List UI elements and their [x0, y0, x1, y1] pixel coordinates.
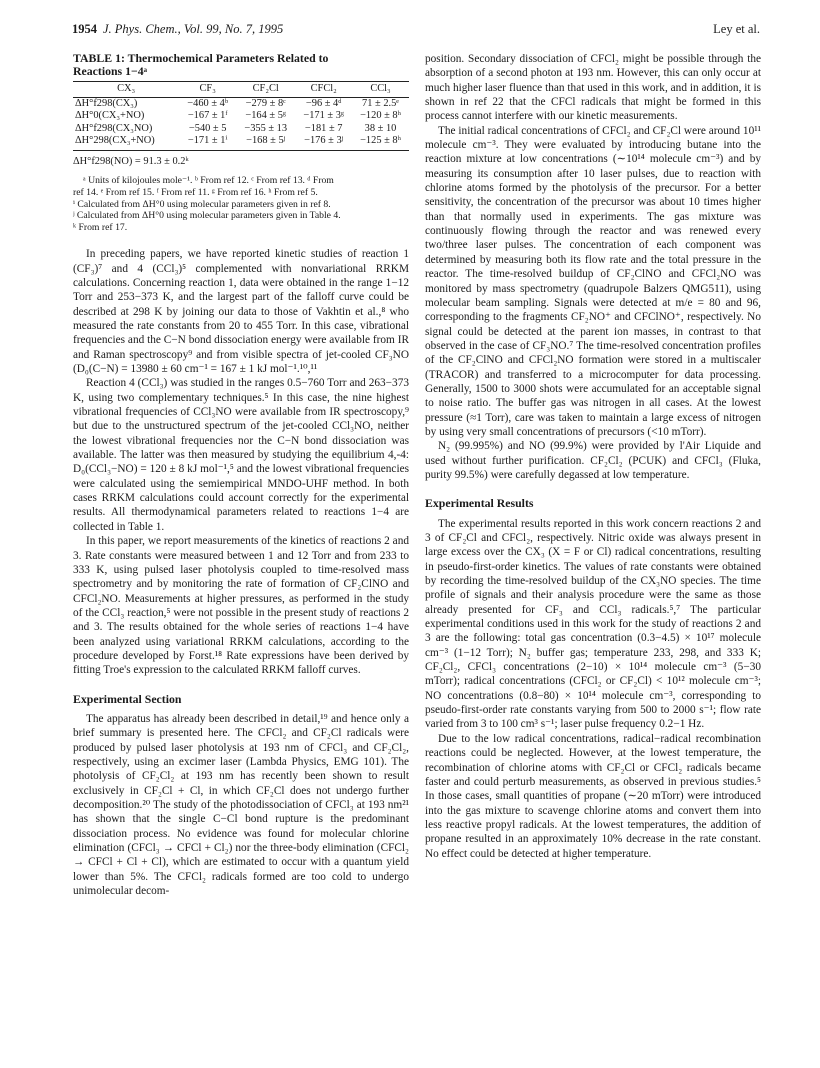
- row-label: ΔH°f298(CX₃): [75, 97, 138, 109]
- body-paragraph: The initial radical concentrations of CFCl₂ and CF₂Cl were around 10¹¹ molecule cm⁻³. They were evaluated by introducing butane into the reaction mixture at low concentrations (∼10¹⁴ molecule cm⁻³) and by measuring its consumption after 10 laser pulses, due to reaction with chlorine atoms formed by the photolysis of the precursor. For a better sensitivity, the concentration of the precursor was about 10 times higher than that normally used in experiments. The gas mixture was continuously flowing through the reactor and was renewed every two/three laser pulses. The concentration of each component was determined by measuring both its flow rate and the total pressure in the reactor. The time-resolved buildup of CF₂ClNO and CFCl₂NO was monitored by mass spectrometry (quadrupole Balzers QMG511), using molecular beam sampling. Signals were detected at m/e = 80 and 96, corresponding to the fragments CF₂NO⁺ and CFClNO⁺, respectively. No signal could be detected at the parent ion masses, in contrast to that observed in the case of CF₃NO.⁷ The time-resolved concentration profiles of the CF₂ClNO and CFCl₂NO formation were stored in a multiscaler (TRACOR) and transferred to a microcomputer for data processing. Generally, 1500 to 3000 shots were accumulated for an acceptable signal to noise ratio. The buffer gas was nitrogen in all cases. At the lowest pressure (≈1 Torr), care was taken to maintain a large excess of nitrogen by using very small concentrations of precursors (<10 mTorr).: [425, 124, 761, 438]
- body-paragraph: The apparatus has already been described in detail,¹⁹ and hence only a brief summary is presented here. The CFCl₂ and CF₂Cl radicals were produced by pulsed laser photolysis at 193 nm of CFCl₃ and CF₂Cl₂, respectively, using an excimer laser (Lambda Physics, EMG 101). The photolysis of CF₂Cl₂ at 193 nm has recently been shown to result exclusively in CF₂Cl + Cl, in which CF₂Cl does not undergo further decomposition.²⁰ The study of the photodissociation of CFCl₃ at 193 nm²¹ has shown that the single C−Cl bond rupture is the predominant dissociation process. No evidence was found for molecular chlorine elimination (CFCl₃ → CFCl + Cl₂) nor the three-body elimination (CFCl₂ → CFCl + Cl + Cl), which are estimated to occur with a quantum yield lower than 5%. The CFCl₂ radicals formed are too cold to undergo unimolecular decom-: [73, 712, 409, 898]
- body-paragraph: In preceding papers, we have reported kinetic studies of reaction 1 (CF₃)⁷ and 4 (CCl₃)⁵ complemented with nonvariational RRKM calculations. Concerning reaction 1, data were obtained in the range 1−12 Torr and 253−373 K, and the largest part of the falloff curve could be described at 298 K by joining our data to those of Vakhtin et al.,⁸ who measured the rate constants from 20 to 455 Torr. In this case, vibrational frequencies and the C−N bond dissociation energy were available from IR and Raman spectroscopy⁹ and from visible spectra of jet-cooled CF₃NO (D₀(C−N) = 13980 ± 60 cm⁻¹ = 167 ± 1 kJ mol⁻¹.¹⁰,¹¹: [73, 248, 409, 376]
- row-label: ΔH°0(CX₃+NO): [75, 110, 145, 122]
- table-cell: −120 ± 8ʰ: [360, 110, 401, 122]
- no-enthalpy-line: ΔH°f298(NO) = 91.3 ± 0.2ᵏ: [73, 155, 189, 167]
- table-cell: −171 ± 1ⁱ: [179, 135, 236, 150]
- table-cell: −125 ± 8ʰ: [352, 135, 409, 150]
- table-cell: −167 ± 1ᶠ: [187, 110, 228, 122]
- table-row: [73, 110, 409, 123]
- journal-citation: J. Phys. Chem., Vol. 99, No. 7, 1995: [103, 22, 284, 36]
- thermo-table: [73, 81, 409, 151]
- table-title-line-2: Reactions 1−4ᵃ: [73, 64, 148, 78]
- table-row: [73, 135, 409, 150]
- table-footnotes: [73, 175, 409, 233]
- footnote-line: ref 14. ᵉ From ref 15. ᶠ From ref 11. ᵍ From ref 16. ʰ From ref 5.: [73, 186, 318, 198]
- table-cell: −164 ± 5ᵍ: [245, 110, 287, 122]
- running-header: [72, 22, 760, 40]
- table-header-row: [73, 82, 409, 98]
- table-title-line-1: TABLE 1: Thermochemical Parameters Related to: [73, 51, 329, 65]
- column-header: CF₂Cl: [236, 82, 295, 98]
- body-paragraph: The experimental results reported in this work concern reactions 2 and 3 of CF₂Cl and CFCl₂, respectively. Nitric oxide was always present in large excess over the CX₃ (X = F or Cl) radical concentrations, resulting in pseudo-first-order kinetics. The values of rate constants were obtained by recording the time-resolved buildup of the CX₃NO species. The time profile of signals and their analysis procedure were the same as those already presented for CF₃ and CCl₃ radicals.⁵,⁷ The particular experimental conditions used in this work for the study of reactions 2 and 3 are the following: total gas concentration (0.3−4.5) × 10¹⁷ molecule cm⁻³ (1−12 Torr); N₂ buffer gas; temperature 233, 298, and 333 K; CF₂Cl₂, CFCl₃ concentrations (2−10) × 10¹⁴ molecule cm⁻³ (5−30 mTorr); radical concentrations (CFCl₂ or CF₂Cl) < 10¹² molecule cm⁻³; NO concentrations (0.8−80) × 10¹⁴ molecule cm⁻³, corresponding to pseudo-first-order rate constants varying from 500 to 2000 s⁻¹; flow rate varied from 3 to 100 cm³ s⁻¹; laser pulse frequency 0.2−1 Hz.: [425, 517, 761, 731]
- table-cell: 38 ± 10: [364, 122, 397, 134]
- footnote-line: ᵏ From ref 17.: [73, 221, 128, 233]
- table-cell: −171 ± 3ᵍ: [303, 110, 345, 122]
- column-header: CCl₃: [352, 82, 409, 98]
- footnote-line: ʲ Calculated from ΔH°0 using molecular parameters given in Table 4.: [73, 210, 341, 222]
- table-cell: 71 ± 2.5ᵉ: [362, 97, 399, 109]
- table-cell: −540 ± 5: [188, 122, 227, 134]
- table-1: [73, 52, 409, 233]
- table-cell: −460 ± 4ᵇ: [187, 97, 229, 109]
- table-cell: −96 ± 4ᵈ: [305, 97, 342, 109]
- table-cell: −176 ± 3ʲ: [295, 135, 352, 150]
- section-heading: Experimental Section: [73, 691, 182, 706]
- table-cell: −168 ± 5ʲ: [236, 135, 295, 150]
- body-paragraph: Reaction 4 (CCl₃) was studied in the ranges 0.5−760 Torr and 263−373 K, using two complementary techniques.⁵ In this case, the nine highest vibrational frequencies of CCl₃NO were available from IR spectroscopy,⁹ but due to the unstructured spectrum of the jet-cooled CCl₃NO, neither the lowest vibrational frequencies nor the C−N bond dissociation was available. The latter was then measured by studying the equilibrium 4,-4: D₀(CCl₃−NO) = 120 ± 8 kJ mol⁻¹,⁵ and the lowest vibrational frequencies were calculated using the semiempirical MNDO-UHF method. In both cases RRKM calculations could account correctly for the experimental results. All thermodynamical parameters related to reactions 1−4 are collected in Table 1.: [73, 377, 409, 533]
- section-heading: Experimental Results: [425, 496, 534, 511]
- right-column: [425, 52, 761, 861]
- table-title: [73, 52, 409, 78]
- left-column: [73, 52, 409, 898]
- page-number: 1954: [72, 22, 97, 36]
- row-label: ΔH°f298(CX₃NO): [75, 122, 153, 134]
- table-cell: −279 ± 8ᶜ: [245, 97, 286, 109]
- column-header: CF₃: [179, 82, 236, 98]
- footnote-line: ⁱ Calculated from ΔH°0 using molecular parameters given in ref 8.: [73, 198, 331, 210]
- body-paragraph: In this paper, we report measurements of the kinetics of reactions 2 and 3. Rate constants were measured between 1 and 12 Torr and from 233 to 333 K, using pulsed laser photolysis coupled to time-resolved mass spectrometry and by monitoring the rate of formation of CF₂ClNO and CFCl₂NO. Measurements at higher pressures, as performed in the study of the CCl₃ reaction,⁵ were not possible in the present study of reactions 2 and 3. The results obtained for the whole series of reactions 1−4 have been analyzed using variational RRKM calculations, according to the procedure developed by Forst.¹⁸ Rate expressions have been derived by fitting Troe's expression to the calculated RRKM falloff curves.: [73, 535, 409, 677]
- table-row: [73, 97, 409, 110]
- table-cell: −355 ± 13: [244, 122, 288, 134]
- column-header: CX₃: [73, 82, 179, 98]
- table-cell: −181 ± 7: [304, 122, 343, 134]
- running-authors: Ley et al.: [713, 22, 760, 36]
- footnote-line: ᵃ Units of kilojoules mole⁻¹. ᵇ From ref 12. ᶜ From ref 13. ᵈ From: [83, 175, 334, 187]
- body-paragraph: Due to the low radical concentrations, radical−radical recombination reactions could be neglected. However, at the lowest temperature, the recombination of chlorine atoms with CF₂Cl or CFCl₂ radicals became faster and could perturb measurements, as observed in previous studies.⁵ In those cases, small quantities of propane (∼20 mTorr) were introduced into the gas mixture to scavenge chlorine atoms and convert them into less reactive propyl radicals. At the lowest temperatures, the addition of propane resulted in an approximately 10% decrease in the rate constant. No effect could be detected at higher temperature.: [425, 732, 761, 860]
- table-row: [73, 123, 409, 136]
- body-paragraph: N₂ (99.995%) and NO (99.9%) were provided by l'Air Liquide and used without further purification. CF₂Cl₂ (PCUK) and CFCl₃ (Fluka, purity 99.5%) were carefully degassed at low temperature.: [425, 440, 761, 481]
- column-header: CFCl₂: [295, 82, 352, 98]
- row-label: ΔH°298(CX₃+NO): [73, 135, 179, 150]
- body-paragraph: position. Secondary dissociation of CFCl₂ might be possible through the absorption of a second photon at 193 nm. However, this can only occur at much higher laser fluence than that used in this work, and in addition, it is shown in ref 22 that the CFCl radicals that might be formed in this process cannot interfere with our kinetic measurements.: [425, 53, 761, 123]
